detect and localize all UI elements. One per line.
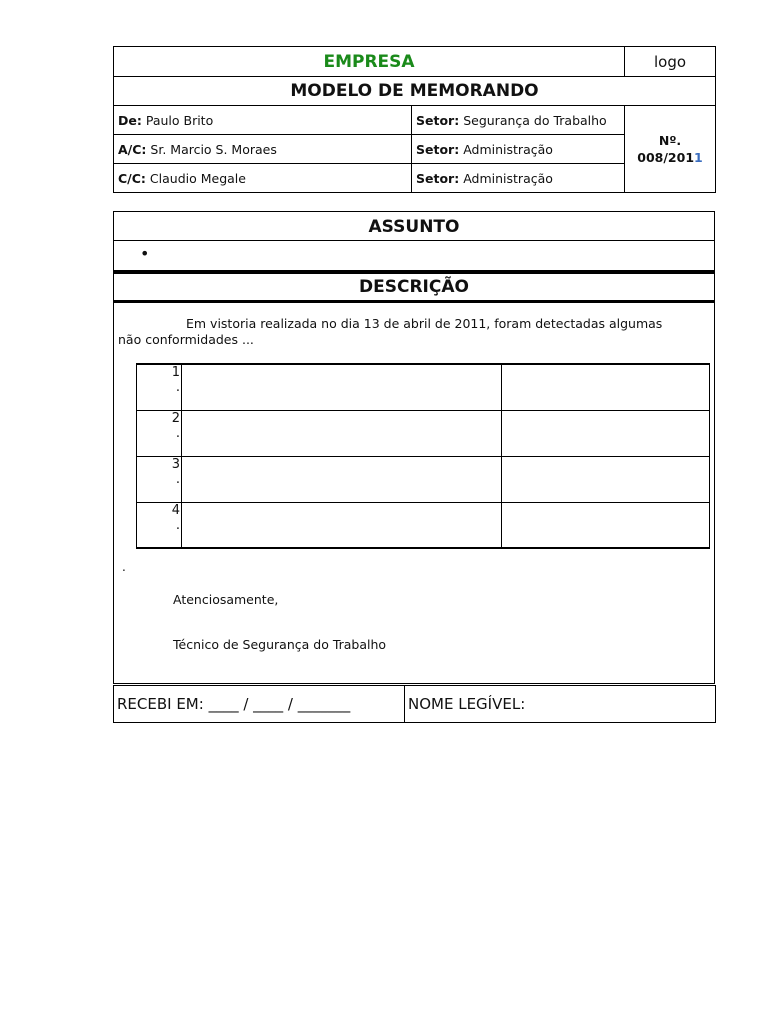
number-value: 008/2011 <box>637 150 703 165</box>
from-sector-field <box>412 106 625 135</box>
company-name: EMPRESA <box>114 47 625 77</box>
memo-number <box>625 106 716 193</box>
from-label: De: <box>118 112 142 128</box>
item-note-cell[interactable] <box>502 410 710 456</box>
item-note-cell[interactable] <box>502 502 710 548</box>
item-note-cell[interactable] <box>502 364 710 410</box>
copy-sector-value: Administração <box>463 170 553 186</box>
copy-value: Claudio Megale <box>149 170 246 186</box>
memo-header-table <box>113 46 716 193</box>
signature-text: Técnico de Segurança do Trabalho <box>173 637 387 652</box>
table-row <box>137 364 710 410</box>
number-label: Nº. <box>658 133 682 148</box>
item-description-cell[interactable] <box>182 364 502 410</box>
table-row <box>137 456 710 502</box>
item-number: 4 . <box>137 502 182 548</box>
stray-dot: . <box>122 560 126 574</box>
logo-placeholder: logo <box>625 47 716 77</box>
attention-sector-value: Administração <box>463 141 553 157</box>
from-sector-value: Segurança do Trabalho <box>463 112 607 128</box>
item-note-cell[interactable] <box>502 456 710 502</box>
attention-sector-field <box>412 135 625 164</box>
table-row <box>137 502 710 548</box>
subject-bullet: • <box>140 244 150 263</box>
copy-label: C/C: <box>118 170 146 186</box>
description-line-1: Em vistoria realizada no dia 13 de abril de 2011, foram detectadas algumas <box>186 316 663 331</box>
copy-field <box>114 164 412 193</box>
nonconformity-table <box>136 363 710 549</box>
attention-value: Sr. Marcio S. Moraes <box>150 141 277 157</box>
table-row <box>137 410 710 456</box>
item-description-cell[interactable] <box>182 456 502 502</box>
received-date-field[interactable]: RECEBI EM: ____ / ____ / _______ <box>114 686 405 723</box>
receipt-table <box>113 685 716 723</box>
attention-field <box>114 135 412 164</box>
from-value: Paulo Brito <box>145 112 214 128</box>
item-number: 1 . <box>137 364 182 410</box>
item-number: 2 . <box>137 410 182 456</box>
divider <box>114 300 714 303</box>
sector-label: Setor: <box>416 141 460 157</box>
description-line-2: não conformidades ... <box>118 332 254 347</box>
divider <box>114 273 714 274</box>
from-field <box>114 106 412 135</box>
attention-label: A/C: <box>118 141 147 157</box>
description-title: DESCRIÇÃO <box>359 277 469 297</box>
sector-label: Setor: <box>416 112 460 128</box>
regards-text: Atenciosamente, <box>173 592 279 607</box>
memo-title: MODELO DE MEMORANDO <box>114 77 716 106</box>
subject-title: ASSUNTO <box>368 217 460 237</box>
memo-body <box>113 211 715 684</box>
divider <box>114 240 714 241</box>
item-description-cell[interactable] <box>182 502 502 548</box>
description-text <box>118 316 692 348</box>
item-description-cell[interactable] <box>182 410 502 456</box>
sector-label: Setor: <box>416 170 460 186</box>
item-number: 3 . <box>137 456 182 502</box>
copy-sector-field <box>412 164 625 193</box>
legible-name-field[interactable]: NOME LEGÍVEL: <box>405 686 716 723</box>
